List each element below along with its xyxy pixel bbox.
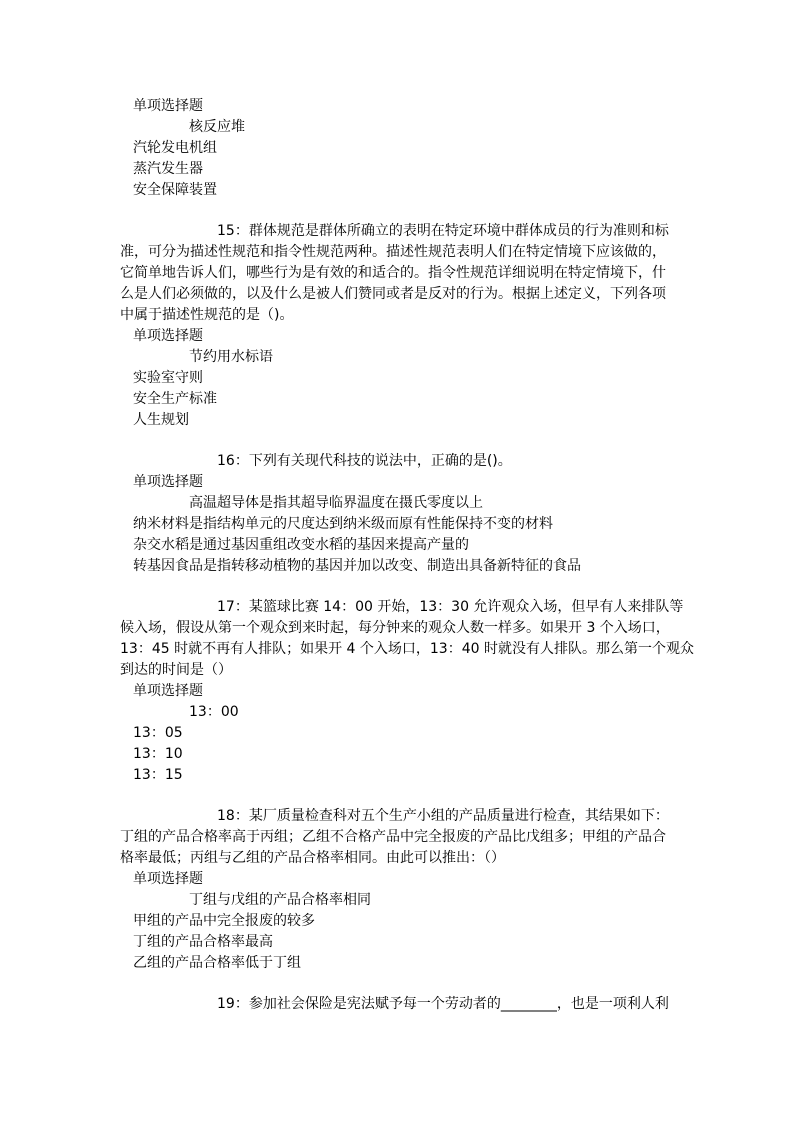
question-text-line: 13：45 时就不再有人排队；如果开 4 个入场口，13：40 时就没有人排队。那么第一个观众 bbox=[120, 641, 694, 657]
question-text-line: 19：参加社会保险是宪法赋予每一个劳动者的________，也是一项利人利 bbox=[217, 996, 669, 1012]
answer-option: 节约用水标语 bbox=[189, 349, 273, 365]
question-text-line: 丁组的产品合格率高于丙组；乙组不合格产品中完全报废的产品比戊组多；甲组的产品合 bbox=[120, 829, 666, 845]
answer-option: 蒸汽发生器 bbox=[133, 161, 203, 177]
question-block bbox=[120, 451, 660, 577]
question-block bbox=[120, 806, 669, 974]
question-text-line: 16：下列有关现代科技的说法中，正确的是()。 bbox=[217, 453, 512, 469]
answer-option: 高温超导体是指其超导临界温度在摄氏零度以上 bbox=[189, 495, 483, 511]
question-block bbox=[120, 96, 660, 201]
question-text-line: 到达的时间是（） bbox=[120, 662, 232, 678]
answer-option: 13：00 bbox=[189, 704, 239, 720]
question-text-line: 17：某篮球比赛 14：00 开始，13：30 允许观众入场，但早有人来排队等 bbox=[217, 599, 684, 615]
question-text-line: 中属于描述性规范的是（)。 bbox=[120, 307, 294, 323]
question-block bbox=[120, 597, 694, 786]
answer-option: 人生规划 bbox=[133, 412, 189, 428]
question-text-line: 18：某厂质量检查科对五个生产小组的产品质量进行检查，其结果如下： bbox=[217, 808, 669, 824]
question-type-label: 单项选择题 bbox=[133, 683, 203, 699]
answer-option: 13：15 bbox=[133, 767, 183, 783]
answer-option: 实验室守则 bbox=[133, 370, 203, 386]
answer-option: 纳米材料是指结构单元的尺度达到纳米级而原有性能保持不变的材料 bbox=[133, 516, 553, 532]
document-body bbox=[120, 96, 694, 1035]
answer-option: 丁组的产品合格率最高 bbox=[133, 934, 273, 950]
question-text-line: 15：群体规范是群体所确立的表明在特定环境中群体成员的行为准则和标 bbox=[217, 223, 669, 239]
answer-option: 杂交水稻是通过基因重组改变水稻的基因来提高产量的 bbox=[133, 537, 469, 553]
question-type-label: 单项选择题 bbox=[133, 871, 203, 887]
question-text-line: 候入场，假设从第一个观众到来时起，每分钟来的观众人数一样多。如果开 3 个入场口， bbox=[120, 620, 670, 636]
answer-option: 转基因食品是指转移动植物的基因并加以改变、制造出具备新特征的食品 bbox=[133, 558, 581, 574]
answer-option: 13：05 bbox=[133, 725, 183, 741]
question-text-line: 格率最低；丙组与乙组的产品合格率相同。由此可以推出：（） bbox=[120, 850, 505, 866]
question-type-label: 单项选择题 bbox=[133, 98, 203, 114]
answer-option: 核反应堆 bbox=[189, 119, 245, 135]
question-text-line: 么是人们必须做的，以及什么是被人们赞同或者是反对的行为。根据上述定义，下列各项 bbox=[120, 286, 666, 302]
question-block bbox=[120, 994, 669, 1015]
answer-option: 乙组的产品合格率低于丁组 bbox=[133, 955, 301, 971]
question-type-label: 单项选择题 bbox=[133, 328, 203, 344]
question-text-line: 它简单地告诉人们，哪些行为是有效的和适合的。指令性规范详细说明在特定情境下，什 bbox=[120, 265, 666, 281]
answer-option: 安全生产标准 bbox=[133, 391, 217, 407]
answer-option: 甲组的产品中完全报废的较多 bbox=[133, 913, 315, 929]
question-block bbox=[120, 221, 669, 431]
question-text-line: 准，可分为描述性规范和指令性规范两种。描述性规范表明人们在特定情境下应该做的， bbox=[120, 244, 666, 260]
answer-option: 汽轮发电机组 bbox=[133, 140, 217, 156]
answer-option: 安全保障装置 bbox=[133, 182, 217, 198]
answer-option: 13：10 bbox=[133, 746, 183, 762]
answer-option: 丁组与戊组的产品合格率相同 bbox=[189, 892, 371, 908]
question-type-label: 单项选择题 bbox=[133, 474, 203, 490]
